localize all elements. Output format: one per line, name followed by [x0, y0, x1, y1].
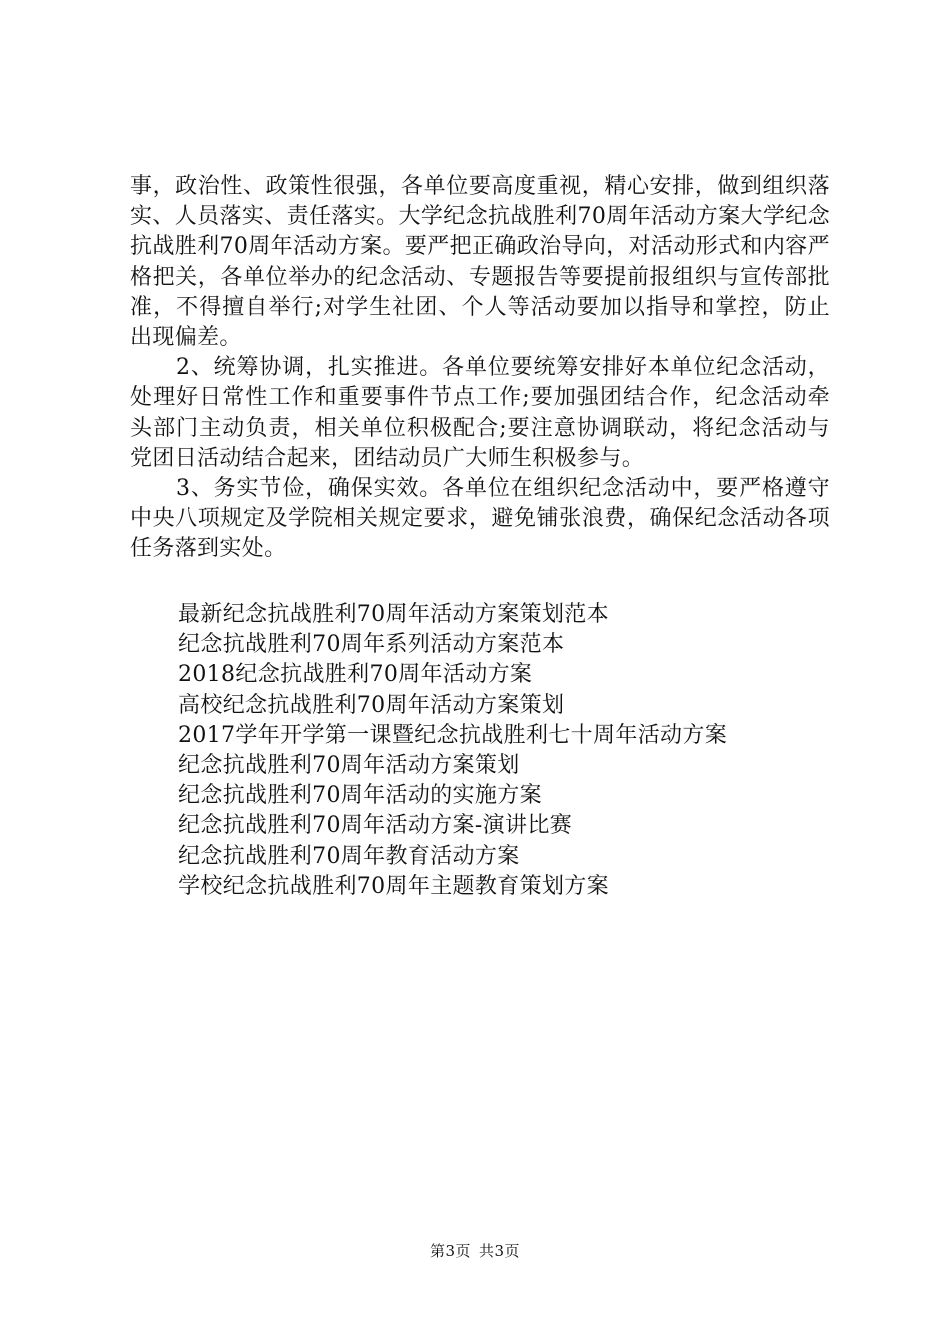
page-footer — [0, 1240, 950, 1261]
document-body — [130, 172, 830, 565]
related-link[interactable]: 纪念抗战胜利70周年活动方案策划 — [178, 753, 520, 779]
related-link[interactable]: 纪念抗战胜利70周年系列活动方案范本 — [178, 632, 565, 658]
related-link[interactable]: 最新纪念抗战胜利70周年活动方案策划范本 — [178, 602, 609, 627]
related-link[interactable]: 纪念抗战胜利70周年活动的实施方案 — [178, 783, 542, 809]
related-link[interactable]: 纪念抗战胜利70周年活动方案-演讲比赛 — [178, 813, 573, 839]
paragraph-1: 事，政治性、政策性很强，各单位要高度重视，精心安排，做到组织落实、人员落实、责任落实。大学纪念抗战胜利70周年活动方案大学纪念抗战胜利70周年活动方案。要严把正确政治导向，对活动形式和内容严格把关，各单位举办的纪念活动、专题报告等要提前报组织与宣传部批准，不得擅自举行;对学生社团、个人等活动要加以指导和掌控，防止出现偏差。 — [130, 174, 830, 351]
paragraph-2: 2、统筹协调，扎实推进。各单位要统筹安排好本单位纪念活动，处理好日常性工作和重要事件节点工作;要加强团结合作，纪念活动牵头部门主动负责，相关单位积极配合;要注意协调联动，将纪念活动与党团日活动结合起来，团结动员广大师生积极参与。 — [130, 355, 830, 471]
page-number: 第3页 — [429, 1242, 471, 1260]
page-total: 共3页 — [479, 1242, 521, 1260]
related-link[interactable]: 2018纪念抗战胜利70周年活动方案 — [178, 662, 533, 688]
related-link[interactable]: 学校纪念抗战胜利70周年主题教育策划方案 — [178, 873, 609, 899]
related-link[interactable]: 纪念抗战胜利70周年教育活动方案 — [178, 843, 520, 869]
related-links-list — [178, 600, 838, 902]
paragraph-3: 3、务实节俭，确保实效。各单位在组织纪念活动中，要严格遵守中央八项规定及学院相关规定要求，避免铺张浪费，确保纪念活动各项任务落到实处。 — [130, 476, 830, 562]
related-link[interactable]: 高校纪念抗战胜利70周年活动方案策划 — [178, 692, 565, 718]
related-link[interactable]: 2017学年开学第一课暨纪念抗战胜利七十周年活动方案 — [178, 722, 728, 748]
